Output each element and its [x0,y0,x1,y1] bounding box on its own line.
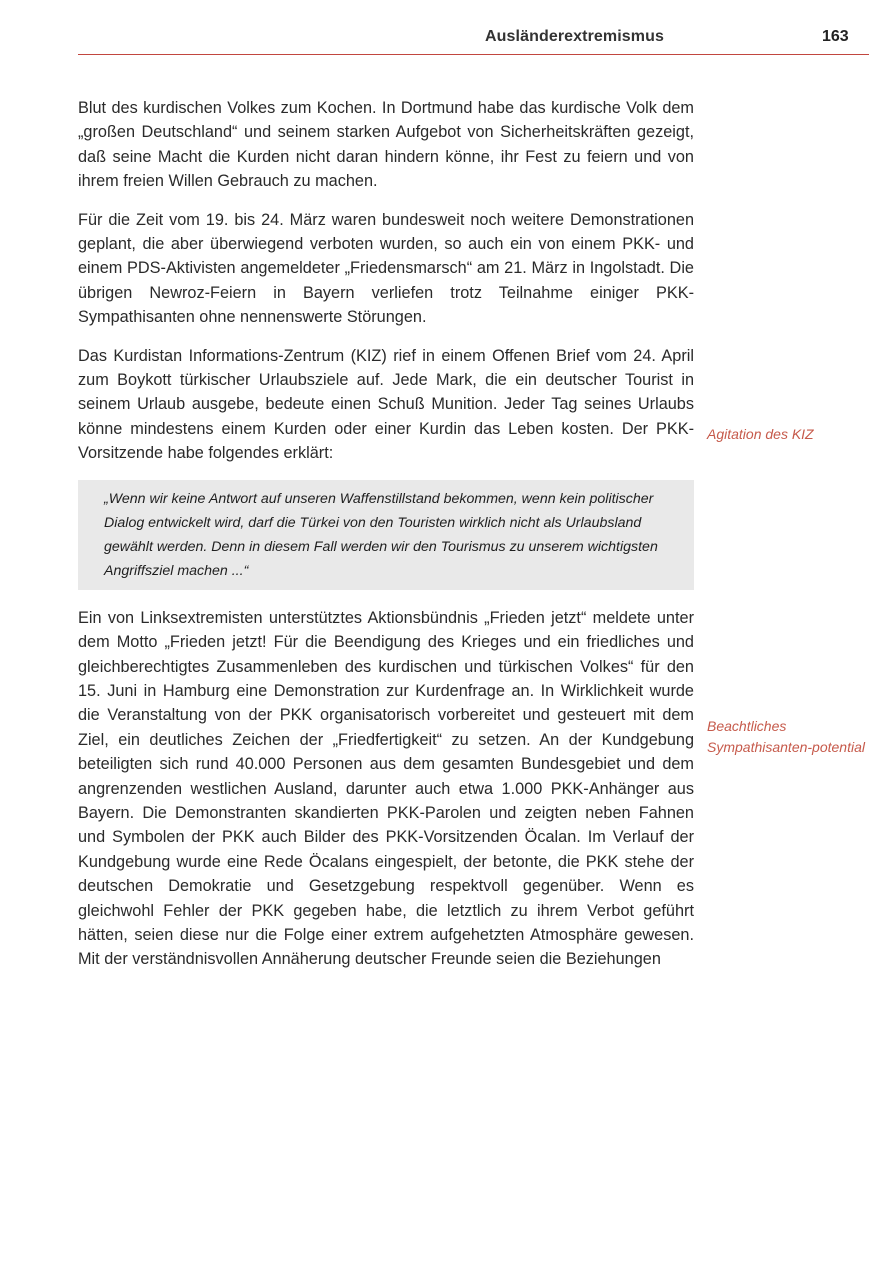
page-header [78,28,869,64]
margin-note-kiz: Agitation des KIZ [707,426,814,442]
paragraph-2: Für die Zeit vom 19. bis 24. März waren bundesweit noch weitere Demonstrationen geplant, die aber überwiegend verboten wurden, so auch ein von einem PKK- und einem PDS-Aktivisten angemeldeter „Friedensmarsch“ am 21. März in Ingolstadt. Die übrigen Newroz-Feiern in Bayern verliefen trotz Teilnahme einiger PKK-Sympathisanten ohne nennenswerte Störungen. [78,210,694,327]
paragraph-4: Ein von Linksextremisten unterstütztes Aktionsbündnis „Frieden jetzt“ meldete unter dem Motto „Frieden jetzt! Für die Beendigung des Krieges und ein friedliches und gleichberechtigtes Zusammenleben des kurdischen und türkischen Volkes“ für den 15. Juni in Hamburg eine Demonstration zur Kurdenfrage an. In Wirklichkeit wurde die Veranstaltung von der PKK organisatorisch vorbereitet und gesteuert mit dem Ziel, ein deutliches Zeichen der „Friedfertigkeit“ zu setzen. An der Kundgebung beteiligten sich rund 40.000 Personen aus dem gesamten Bundesgebiet und dem angrenzenden westlichen Ausland, darunter auch etwa 1.000 PKK-Anhänger aus Bayern. Die Demonstranten skandierten PKK-Parolen und zeigten neben Fahnen und Symbolen der PKK auch Bilder des PKK-Vorsitzenden Öcalan. Im Verlauf der Kundgebung wurde eine Rede Öcalans eingespielt, der betonte, die PKK stehe der deutschen Demokratie und Gesetzgebung respektvoll gegenüber. Wenn es gleichwohl Fehler der PKK gegeben habe, die letztlich zu ihrem Verbot geführt hätten, seien diese nur die Folge einer extrem aufgehetzten Atmosphäre gewesen. Mit der verständnisvollen Annäherung deutscher Freunde seien die Beziehungen [78,608,694,969]
running-title: Ausländerextremismus [485,28,664,45]
margin-note-sympathisanten: Beachtliches Sympathisanten-potential [707,718,865,755]
header-rule [78,54,869,55]
page-number: 163 [822,28,849,45]
main-text-column [78,96,694,986]
paragraph-3: Das Kurdistan Informations-Zentrum (KIZ) rief in einem Offenen Brief vom 24. April zum Boykott türkischer Urlaubsziele auf. Jede Mark, die ein deutscher Tourist in seinem Urlaub ausgebe, bedeute einen Schuß Munition. Jeder Tag seines Urlaubs könne mindestens einem Kurden oder einer Kurdin das Leben kosten. Der PKK-Vorsitzende habe folgendes erklärt: [78,346,694,463]
paragraph-1: Blut des kurdischen Volkes zum Kochen. In Dortmund habe das kurdische Volk dem „großen Deutschland“ und seinem starken Aufgebot von Sicherheitskräften gezeigt, daß seine Macht die Kurden nicht daran hindern könne, ihr Fest zu feiern und von ihrem freien Willen Gebrauch zu machen. [78,99,694,191]
block-quote: „Wenn wir keine Antwort auf unseren Waffenstillstand bekommen, wenn kein politischer Dialog entwickelt wird, darf die Türkei von den Touristen wirklich nicht als Urlaubsland gewählt werden. Denn in diesem Fall werden wir den Tourismus zu unserem wichtigsten Angriffsziel machen ...“ [78,480,694,590]
